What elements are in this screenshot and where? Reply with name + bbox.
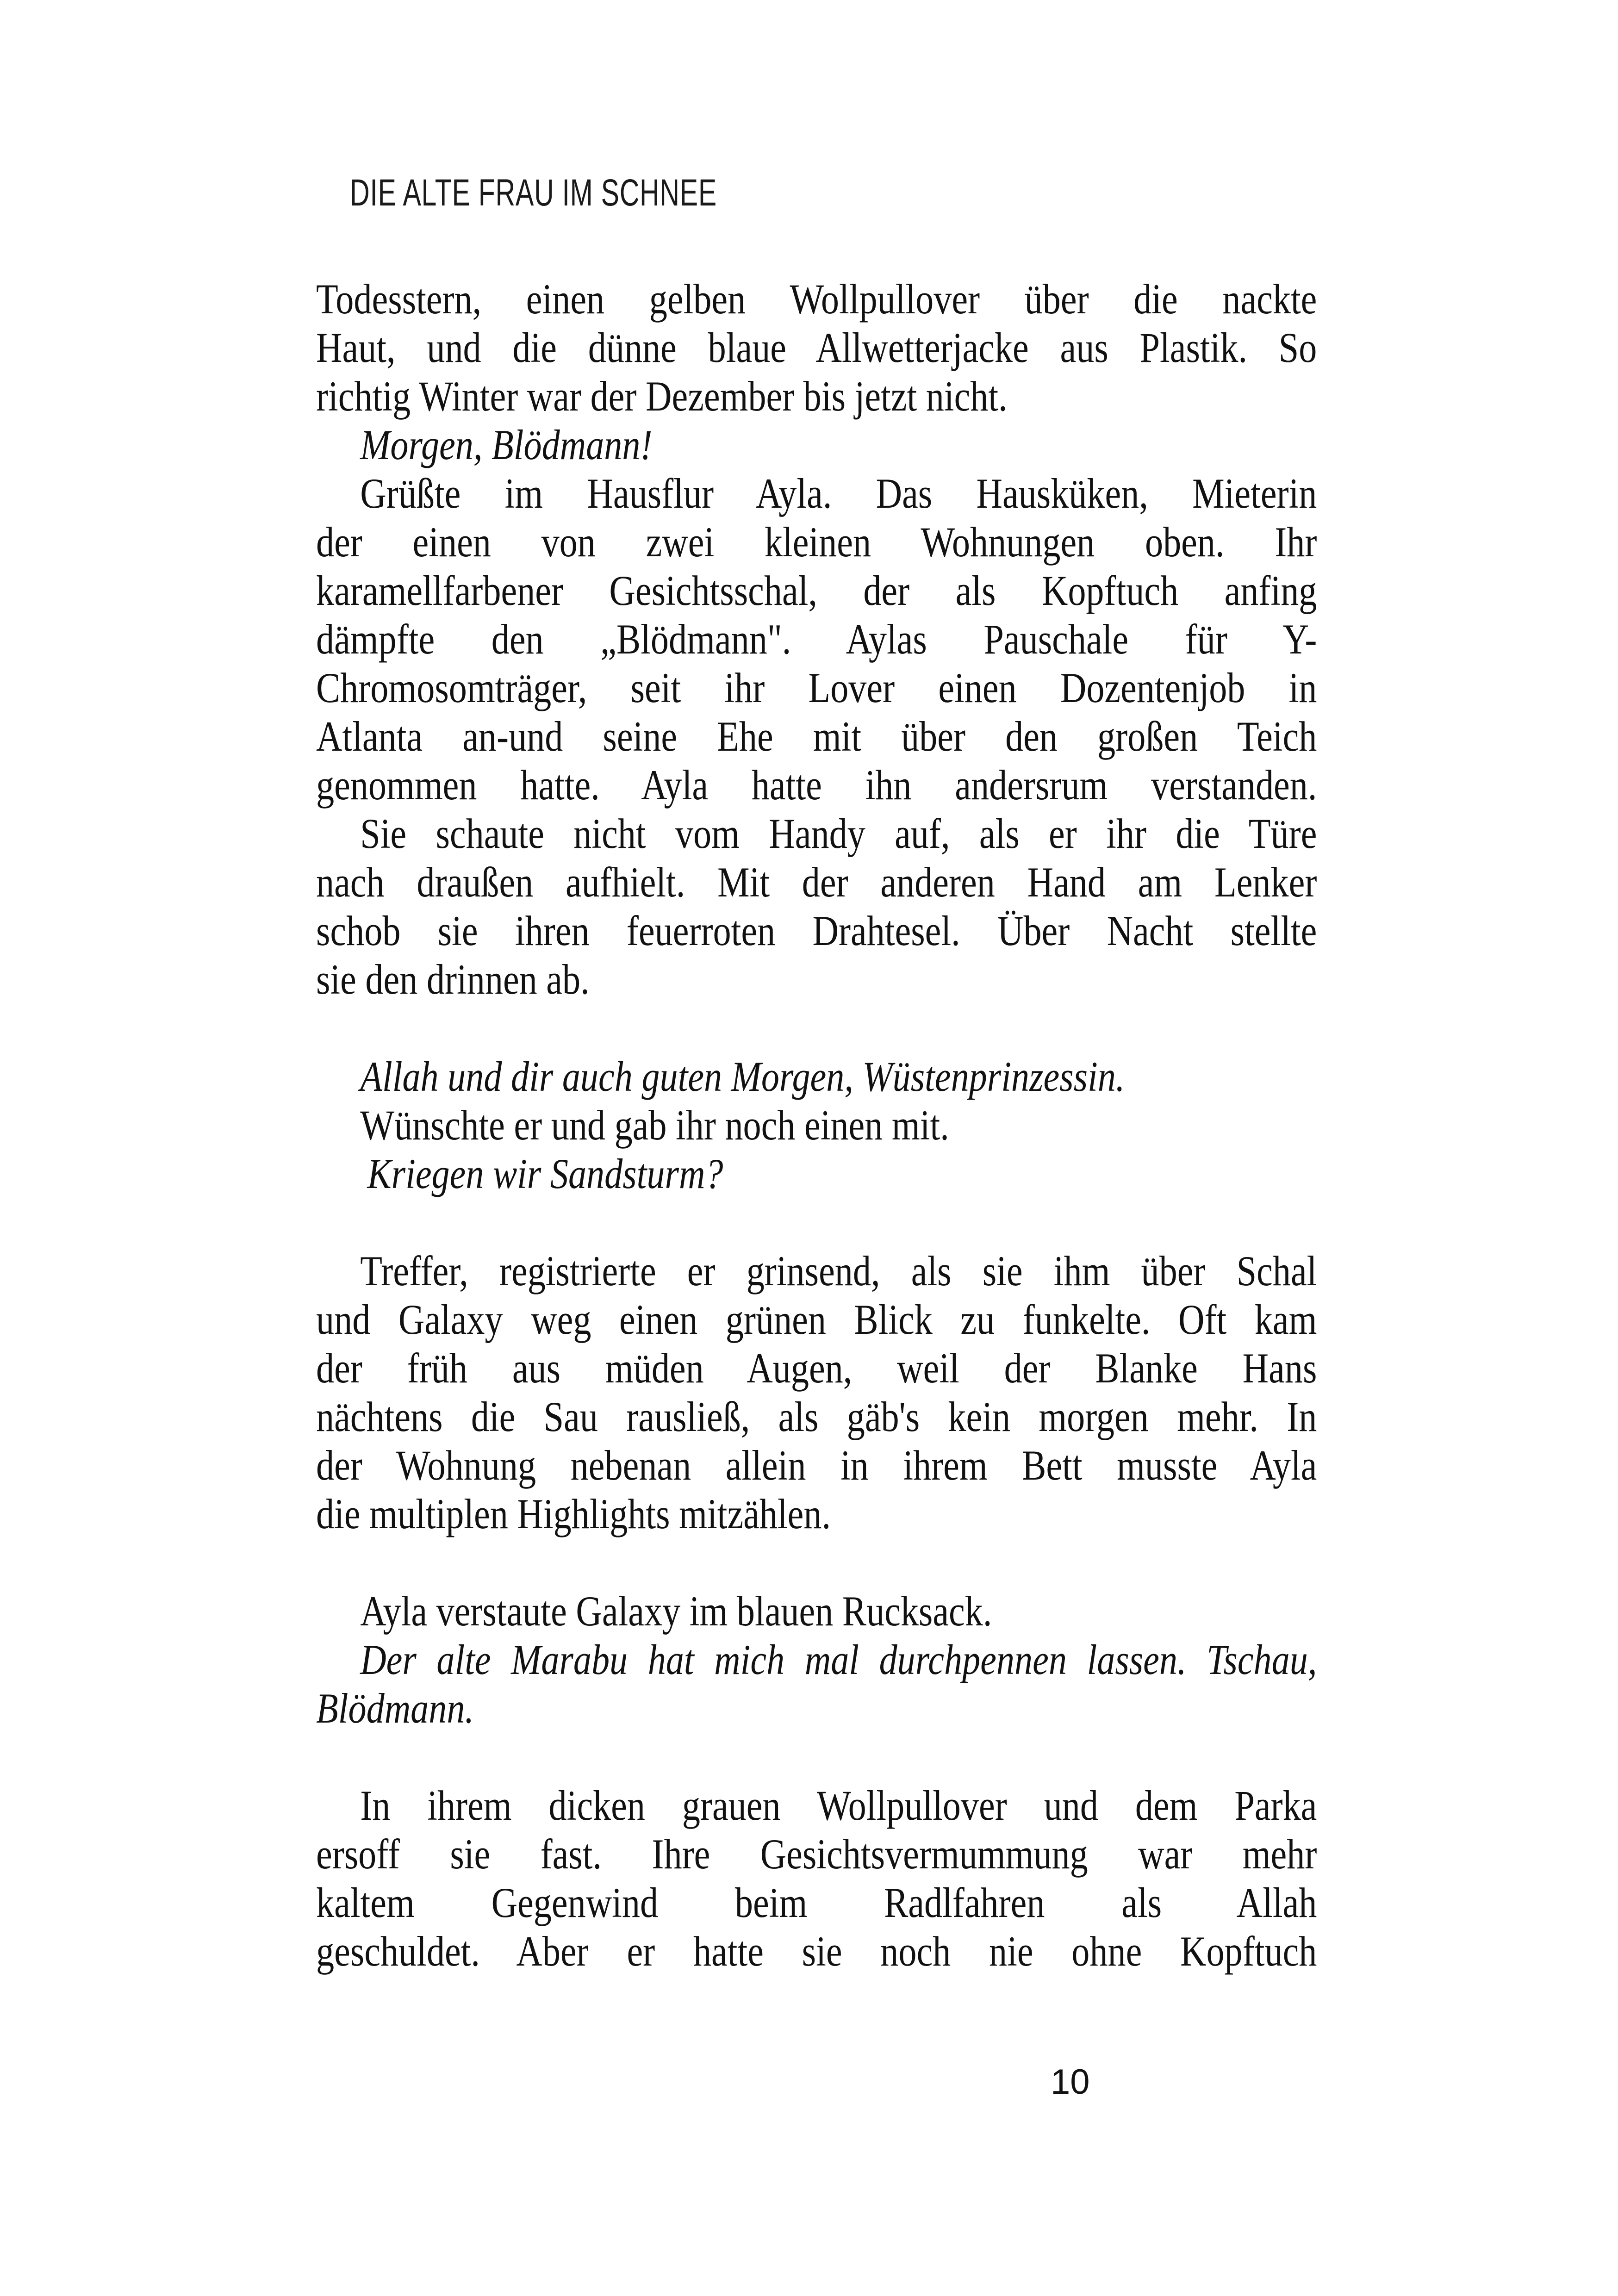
text-line: der früh aus müden Augen, weil der Blanke Hans [316, 1344, 1317, 1392]
text-line: nächtens die Sau rausließ, als gäb's kein morgen mehr. In [316, 1393, 1317, 1440]
paragraph-gap [316, 1004, 1317, 1052]
text-line: nach draußen aufhielt. Mit der anderen Hand am Lenker [316, 859, 1317, 906]
text-line: genommen hatte. Ayla hatte ihn andersrum verstanden. [316, 761, 1317, 809]
text-line: Wünschte er und gab ihr noch einen mit. [360, 1101, 949, 1149]
text-line: und Galaxy weg einen grünen Blick zu funkelte. Oft kam [316, 1296, 1317, 1343]
paragraph-gap [316, 1198, 1317, 1247]
running-header: DIE ALTE FRAU IM SCHNEE [350, 172, 717, 214]
paragraph-gap [316, 1733, 1317, 1781]
text-line: schob sie ihren feuerroten Drahtesel. Über Nacht stellte [316, 907, 1317, 954]
text-line: Chromosomträger, seit ihr Lover einen Dozentenjob in [316, 664, 1317, 711]
dialogue-line: Allah und dir auch guten Morgen, Wüstenprinzessin. [360, 1053, 1125, 1100]
text-line: der einen von zwei kleinen Wohnungen oben. Ihr [316, 518, 1317, 566]
text-line: Ayla verstaute Galaxy im blauen Rucksack. [360, 1587, 992, 1635]
text-line: der Wohnung nebenan allein in ihrem Bett musste Ayla [316, 1442, 1317, 1489]
text-line: die multiplen Highlights mitzählen. [316, 1490, 831, 1537]
dialogue-line: Der alte Marabu hat mich mal durchpennen lassen. Tschau, [360, 1636, 1317, 1683]
text-line: geschuldet. Aber er hatte sie noch nie ohne Kopftuch [316, 1928, 1317, 1975]
dialogue-line: Morgen, Blödmann! [360, 421, 653, 468]
text-line: Todesstern, einen gelben Wollpullover über die nackte [316, 275, 1317, 323]
text-line: Haut, und die dünne blaue Allwetterjacke aus Plastik. So [316, 324, 1317, 371]
text-line: Grüßte im Hausflur Ayla. Das Hausküken, Mieterin [360, 470, 1317, 517]
text-line: Treffer, registrierte er grinsend, als sie ihm über Schal [360, 1247, 1317, 1294]
text-line: sie den drinnen ab. [316, 956, 590, 1003]
text-line: richtig Winter war der Dezember bis jetzt nicht. [316, 373, 1008, 420]
paragraph-gap [316, 1538, 1317, 1587]
text-line: karamellfarbener Gesichtsschal, der als Kopftuch anfing [316, 567, 1317, 614]
text-line: Sie schaute nicht vom Handy auf, als er ihr die Türe [360, 810, 1317, 857]
text-line: dämpfte den „Blödmann". Aylas Pauschale für Y- [316, 616, 1317, 663]
text-line: ersoff sie fast. Ihre Gesichtsvermummung war mehr [316, 1830, 1317, 1878]
text-line: kaltem Gegenwind beim Radlfahren als Allah [316, 1879, 1317, 1926]
dialogue-line: Blödmann. [316, 1685, 474, 1732]
page-number: 10 [1051, 2062, 1090, 2102]
body-text [316, 275, 1317, 1976]
dialogue-line: Kriegen wir Sandsturm? [367, 1150, 723, 1197]
text-line: Atlanta an-und seine Ehe mit über den großen Teich [316, 713, 1317, 760]
text-line: In ihrem dicken grauen Wollpullover und dem Parka [360, 1782, 1317, 1829]
